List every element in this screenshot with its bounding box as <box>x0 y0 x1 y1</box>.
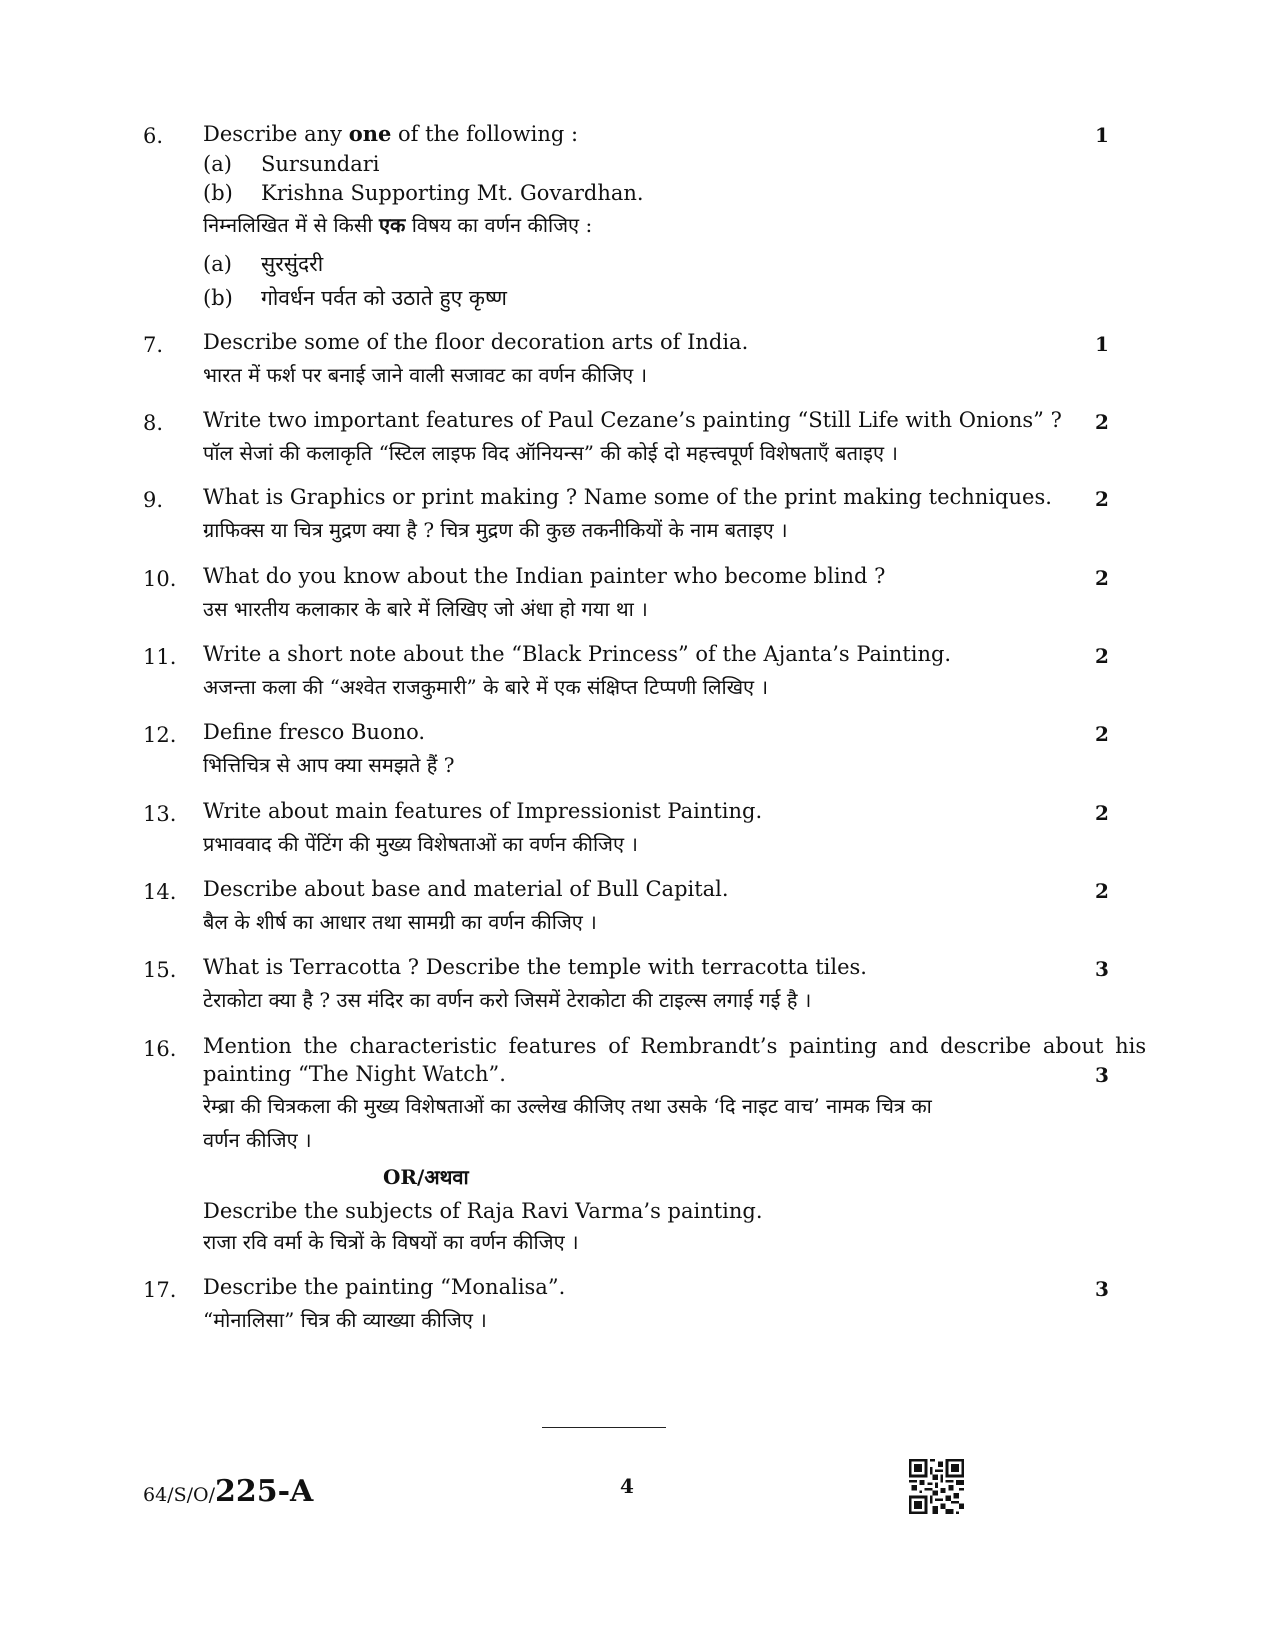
question-marks: 2 <box>1095 487 1109 511</box>
question-text-hi: भारत में फर्श पर बनाई जाने वाली सजावट का वर्णन कीजिए । <box>203 363 648 387</box>
question-marks: 3 <box>1095 957 1109 981</box>
question-number: 7. <box>143 333 164 357</box>
question-text-en: Write about main features of Impressionist Painting. <box>203 799 763 823</box>
question-number: 12. <box>143 723 177 747</box>
option-a-hi: (a) सुरसुंदरी <box>203 252 324 276</box>
question-number: 11. <box>143 645 177 669</box>
option-b-hi: (b) गोवर्धन पर्वत को उठाते हुए कृष्ण <box>203 286 507 310</box>
alternative-text-en: Describe the subjects of Raja Ravi Varma’s painting. <box>203 1199 763 1223</box>
or-divider: OR/अथवा <box>383 1165 469 1189</box>
question-text-hi: प्रभाववाद की पेंटिंग की मुख्य विशेषताओं का वर्णन कीजिए । <box>203 832 638 856</box>
question-text-en: Write a short note about the “Black Princess” of the Ajanta’s Painting. <box>203 642 952 666</box>
question-marks: 3 <box>1095 1277 1109 1301</box>
question-text-en: What is Terracotta ? Describe the temple with terracotta tiles. <box>203 955 867 979</box>
question-text-en: What do you know about the Indian painter who become blind ? <box>203 564 886 588</box>
question-text-hi: उस भारतीय कलाकार के बारे में लिखिए जो अंधा हो गया था । <box>203 597 648 621</box>
qr-code-icon <box>909 1459 964 1514</box>
question-text-hi: पॉल सेजां की कलाकृति “स्टिल लाइफ विद ऑनियन्स” की कोई दो महत्त्वपूर्ण विशेषताएँ बताइए । <box>203 441 898 465</box>
question-number: 9. <box>143 488 164 512</box>
question-number: 16. <box>143 1037 177 1061</box>
question-number: 8. <box>143 411 164 435</box>
question-text-hi-line2: वर्णन कीजिए । <box>203 1128 312 1152</box>
question-text-hi: अजन्ता कला की “अश्वेत राजकुमारी” के बारे में एक संक्षिप्त टिप्पणी लिखिए । <box>203 675 769 699</box>
question-text-en: Describe some of the floor decoration arts of India. <box>203 330 749 354</box>
question-number: 14. <box>143 880 177 904</box>
question-marks: 2 <box>1095 566 1109 590</box>
question-text-en-line2: painting “The Night Watch”. <box>203 1062 506 1086</box>
question-number: 15. <box>143 958 177 982</box>
option-b-en: (b) Krishna Supporting Mt. Govardhan. <box>203 181 644 205</box>
end-rule <box>542 1427 666 1428</box>
alternative-text-hi: राजा रवि वर्मा के चित्रों के विषयों का वर्णन कीजिए । <box>203 1230 579 1254</box>
question-text-hi: टेराकोटा क्या है ? उस मंदिर का वर्णन करो जिसमें टेराकोटा की टाइल्स लगाई गई है । <box>203 988 812 1012</box>
question-marks: 1 <box>1095 332 1109 356</box>
question-number: 10. <box>143 567 177 591</box>
question-marks: 2 <box>1095 410 1109 434</box>
question-text-hi: भित्तिचित्र से आप क्या समझते हैं ? <box>203 753 455 777</box>
question-marks: 1 <box>1095 123 1109 147</box>
question-number: 6. <box>143 124 164 148</box>
question-marks: 2 <box>1095 644 1109 668</box>
question-number: 17. <box>143 1278 177 1302</box>
question-text-hi: बैल के शीर्ष का आधार तथा सामग्री का वर्णन कीजिए । <box>203 910 597 934</box>
question-marks: 2 <box>1095 879 1109 903</box>
question-text-en: Describe any one of the following : <box>203 121 579 146</box>
question-text-en: What is Graphics or print making ? Name some of the print making techniques. <box>203 485 1052 509</box>
question-marks: 3 <box>1095 1063 1109 1087</box>
question-text-en: Describe about base and material of Bull Capital. <box>203 877 729 901</box>
page-number: 4 <box>620 1474 634 1498</box>
paper-code: 64/S/O/225-A <box>143 1474 314 1509</box>
question-number: 13. <box>143 802 177 826</box>
question-marks: 2 <box>1095 722 1109 746</box>
question-text-hi: “मोनालिसा” चित्र की व्याख्या कीजिए । <box>203 1308 487 1332</box>
option-a-en: (a) Sursundari <box>203 152 380 176</box>
question-text-en: Define fresco Buono. <box>203 720 426 744</box>
question-text-en: Write two important features of Paul Cezane’s painting “Still Life with Onions” ? <box>203 408 1062 432</box>
question-text-hi: निम्नलिखित में से किसी एक विषय का वर्णन कीजिए : <box>203 213 593 237</box>
question-text-hi-line1: रेम्ब्रा की चित्रकला की मुख्य विशेषताओं का उल्लेख कीजिए तथा उसके ‘दि नाइट वाच’ नामक चित्र का <box>203 1094 932 1118</box>
question-text-en-line1: Mention the characteristic features of Rembrandt’s painting and describe about his <box>203 1034 1147 1058</box>
question-text-en: Describe the painting “Monalisa”. <box>203 1275 566 1299</box>
question-marks: 2 <box>1095 801 1109 825</box>
question-text-hi: ग्राफिक्स या चित्र मुद्रण क्या है ? चित्र मुद्रण की कुछ तकनीकियों के नाम बताइए । <box>203 518 788 542</box>
